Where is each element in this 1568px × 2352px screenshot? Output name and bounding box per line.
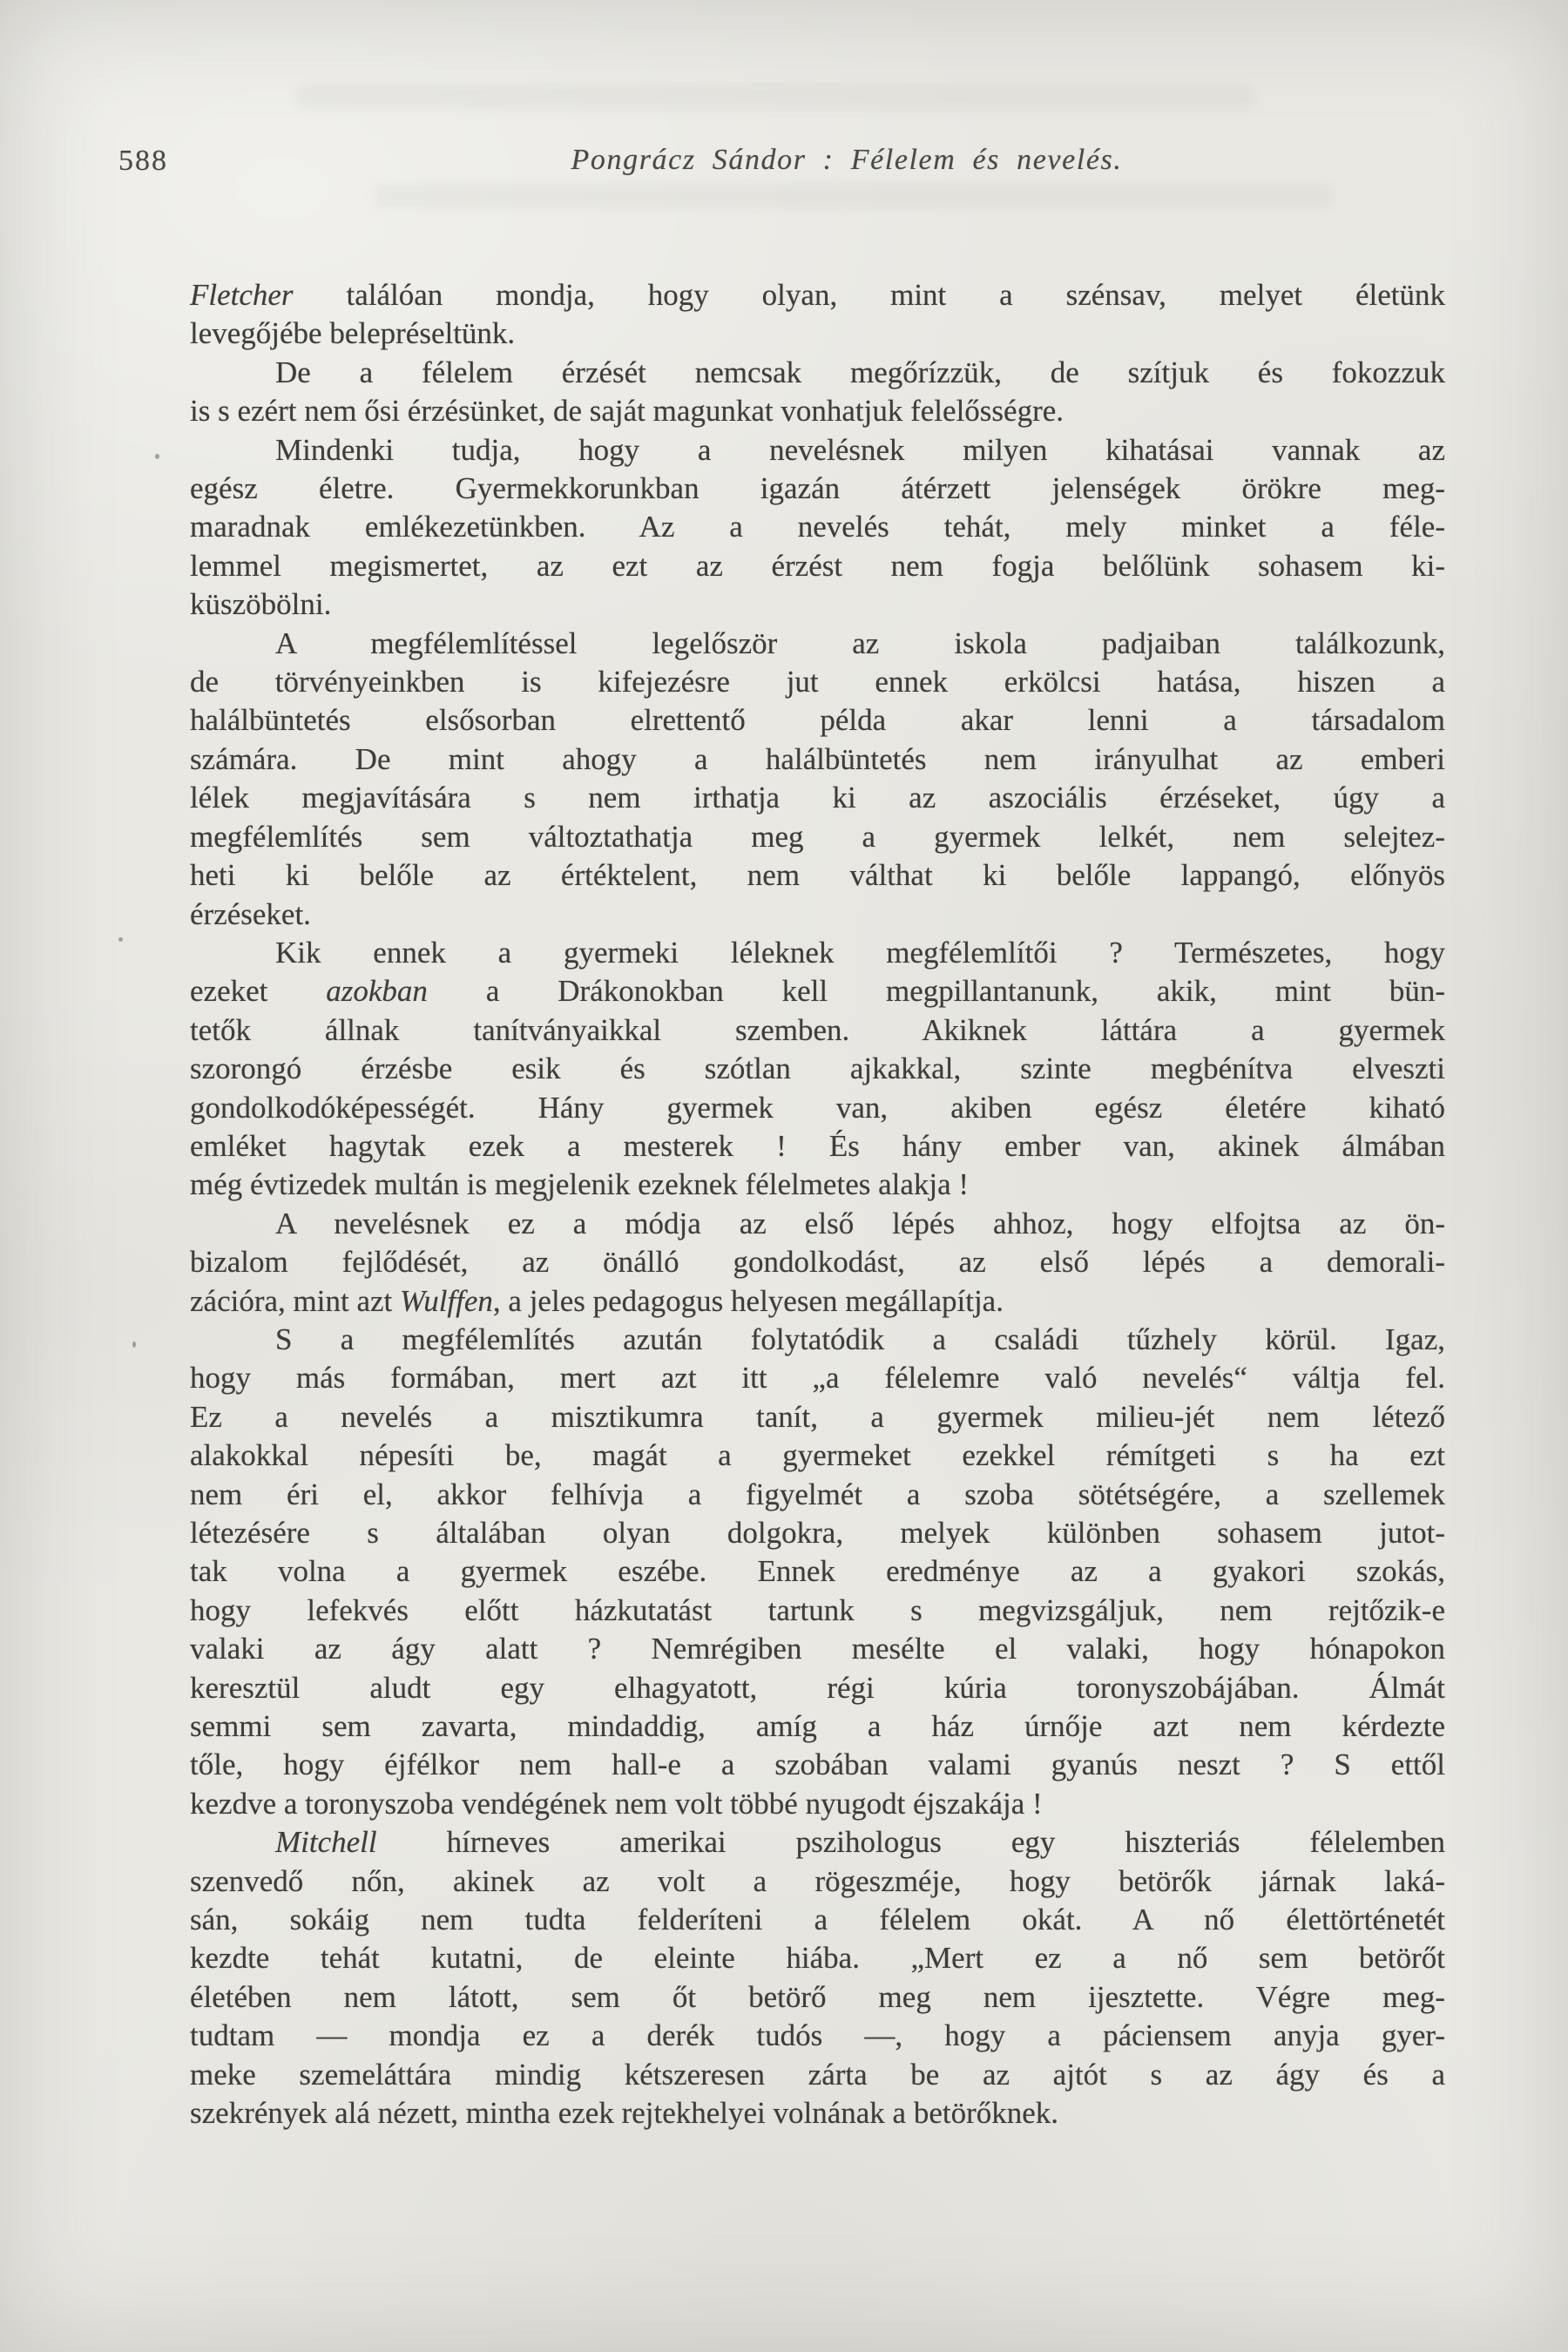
text-line bbox=[190, 1746, 1445, 1784]
text-line bbox=[190, 1823, 1445, 1862]
body-text: S a megfélemlítés azután folytatódik a családi tűzhely körül. Igaz, bbox=[275, 1321, 1445, 1356]
text-line bbox=[190, 1398, 1445, 1436]
body-text: heti ki belőle az értéktelent, nem válthat ki belőle lappangó, előnyös bbox=[190, 858, 1445, 893]
body-text: levegőjébe belepréseltünk. bbox=[190, 316, 516, 351]
scan-speck bbox=[132, 1342, 136, 1348]
text-line bbox=[190, 2017, 1445, 2055]
text-line bbox=[190, 354, 1445, 392]
body-text: lemmel megismertet, az ezt az érzést nem fogja belőlünk sohasem ki- bbox=[190, 548, 1445, 583]
text-line bbox=[190, 1862, 1445, 1901]
text-line bbox=[190, 1205, 1445, 1243]
body-text: De a félelem érzését nemcsak megőrízzük, de szítjuk és fokozzuk bbox=[275, 355, 1445, 389]
paragraph bbox=[190, 1205, 1445, 1321]
text-line bbox=[190, 701, 1445, 740]
body-text: megfélemlítés sem változtathatja meg a gyermek lelkét, nem selejtez- bbox=[190, 819, 1445, 854]
text-line bbox=[190, 392, 1445, 430]
text-line bbox=[190, 1514, 1445, 1552]
text-line bbox=[190, 1436, 1445, 1475]
running-title: Pongrácz Sándor : Félelem és nevelés. bbox=[571, 144, 1123, 176]
text-line bbox=[190, 1089, 1445, 1127]
body-text: ezeket bbox=[190, 974, 327, 1009]
text-line bbox=[190, 1476, 1445, 1514]
body-text: lélek megjavítására s nem irthatja ki az aszociális érzéseket, úgy a bbox=[190, 781, 1445, 815]
body-text: keresztül aludt egy elhagyatott, régi kúria toronyszobájában. Álmát bbox=[190, 1670, 1445, 1705]
text-line bbox=[190, 1592, 1445, 1630]
body-text: maradnak emlékezetünkben. Az a nevelés tehát, mely minket a féle- bbox=[190, 510, 1445, 544]
body-text: valaki az ágy alatt ? Nemrégiben mesélte el valaki, hogy hónapokon bbox=[190, 1632, 1445, 1666]
body-text: még évtizedek multán is megjelenik ezeknek félelmetes alakja ! bbox=[190, 1167, 970, 1202]
text-line bbox=[190, 1321, 1445, 1359]
text-line bbox=[190, 1127, 1445, 1166]
body-text: Ez a nevelés a misztikumra tanít, a gyermek milieu-jét nem létező bbox=[190, 1399, 1445, 1434]
paragraph bbox=[190, 625, 1445, 934]
text-line bbox=[190, 779, 1445, 817]
italic-text: Fletcher bbox=[190, 278, 294, 312]
page-header bbox=[0, 0, 1568, 209]
body-text: gondolkodóképességét. Hány gyermek van, akiben egész életére kiható bbox=[190, 1090, 1445, 1125]
body-text: küszöbölni. bbox=[190, 587, 332, 622]
paragraph bbox=[190, 1823, 1445, 2132]
body-text: emléket hagytak ezek a mesterek ! És hány ember van, akinek álmában bbox=[190, 1128, 1445, 1163]
body-text: életében nem látott, sem őt betörő meg nem ijesztette. Végre meg- bbox=[190, 1979, 1445, 2014]
text-line bbox=[190, 508, 1445, 546]
text-line bbox=[190, 1050, 1445, 1088]
text-line bbox=[190, 470, 1445, 508]
body-text: szenvedő nőn, akinek az volt a rögeszméje, hogy betörők járnak laká- bbox=[190, 1863, 1445, 1898]
body-text: érzéseket. bbox=[190, 896, 311, 931]
italic-text: azokban bbox=[326, 974, 428, 1009]
body-text: tak volna a gyermek eszébe. Ennek eredménye az a gyakori szokás, bbox=[190, 1554, 1445, 1589]
body-text: semmi sem zavarta, mindaddig, amíg a ház úrnője azt nem kérdezte bbox=[190, 1709, 1445, 1744]
body-text: tőle, hogy éjfélkor nem hall-e a szobában valami gyanús neszt ? S ettől bbox=[190, 1747, 1445, 1782]
body-text: tudtam — mondja ez a derék tudós —, hogy a páciensem anyja gyer- bbox=[190, 2018, 1445, 2053]
body-text: létezésére s általában olyan dolgokra, melyek különben sohasem jutot- bbox=[190, 1516, 1445, 1550]
body-text: nem éri el, akkor felhívja a figyelmét a szoba sötétségére, a szellemek bbox=[190, 1477, 1445, 1511]
text-line bbox=[190, 1243, 1445, 1281]
text-line bbox=[190, 431, 1445, 470]
body-text: zációra, mint azt bbox=[190, 1283, 400, 1318]
text-line bbox=[190, 1359, 1445, 1397]
scan-speck bbox=[155, 454, 159, 459]
text-line bbox=[190, 1707, 1445, 1746]
text-line bbox=[190, 1939, 1445, 1977]
text-line bbox=[190, 972, 1445, 1010]
text-line bbox=[190, 2056, 1445, 2094]
body-text: halálbüntetés elsősorban elrettentő példa akar lenni a társadalom bbox=[190, 703, 1445, 738]
text-line bbox=[190, 585, 1445, 624]
text-line bbox=[190, 818, 1445, 856]
page-number: 588 bbox=[118, 145, 168, 177]
text-line bbox=[190, 663, 1445, 701]
text-line bbox=[190, 1630, 1445, 1668]
body-text: találóan mondja, hogy olyan, mint a szénsav, melyet életünk bbox=[293, 278, 1445, 312]
text-block bbox=[190, 276, 1445, 2133]
text-line bbox=[190, 1978, 1445, 2017]
body-text: kezdve a toronyszoba vendégének nem volt többé nyugodt éjszakája ! bbox=[190, 1786, 1043, 1821]
text-line bbox=[190, 314, 1445, 353]
text-line bbox=[190, 1901, 1445, 1939]
body-text: hogy más formában, mert azt itt „a félelemre való nevelés“ váltja fel. bbox=[190, 1361, 1445, 1396]
body-text: is s ezért nem ősi érzésünket, de saját magunkat vonhatjuk felelősségre. bbox=[190, 394, 1064, 429]
italic-text: Mitchell bbox=[275, 1825, 377, 1860]
body-text: Kik ennek a gyermeki léleknek megfélemlítői ? Természetes, hogy bbox=[275, 935, 1445, 970]
body-text: A nevelésnek ez a módja az első lépés ahhoz, hogy elfojtsa az ön- bbox=[275, 1206, 1445, 1240]
text-line bbox=[190, 896, 1445, 934]
body-text: szorongó érzésbe esik és szótlan ajkakkal, szinte megbénítva elveszti bbox=[190, 1051, 1445, 1086]
body-text: számára. De mint ahogy a halálbüntetés nem irányulhat az emberi bbox=[190, 741, 1445, 776]
body-text: de törvényeinkben is kifejezésre jut ennek erkölcsi hatása, hiszen a bbox=[190, 665, 1445, 700]
body-text: hírneves amerikai pszihologus egy hiszteriás félelemben bbox=[376, 1825, 1445, 1860]
paragraph bbox=[190, 934, 1445, 1205]
body-text: meke szemeláttára mindig kétszeresen zárta be az ajtót s az ágy és a bbox=[190, 2057, 1445, 2092]
body-text: kezdte tehát kutatni, de eleinte hiába. „Mert ez a nő sem betörőt bbox=[190, 1941, 1445, 1976]
text-line bbox=[190, 1785, 1445, 1823]
paragraph bbox=[190, 354, 1445, 431]
text-line bbox=[190, 625, 1445, 663]
body-text: bizalom fejlődését, az önálló gondolkodást, az első lépés a demorali- bbox=[190, 1245, 1445, 1280]
italic-text: Wulffen bbox=[399, 1283, 493, 1318]
text-line bbox=[190, 276, 1445, 314]
body-text: , a jeles pedagogus helyesen megállapítja. bbox=[492, 1283, 1004, 1318]
paragraph bbox=[190, 276, 1445, 354]
text-line bbox=[190, 1552, 1445, 1591]
body-text: tetők állnak tanítványaikkal szemben. Akiknek láttára a gyermek bbox=[190, 1012, 1445, 1047]
text-line bbox=[190, 1166, 1445, 1204]
body-text: Mindenki tudja, hogy a nevelésnek milyen kihatásai vannak az bbox=[275, 432, 1445, 467]
body-text: a Drákonokban kell megpillantanunk, akik, mint bün- bbox=[427, 974, 1445, 1009]
text-line bbox=[190, 740, 1445, 779]
scan-speck bbox=[118, 937, 123, 942]
body-text: hogy lefekvés előtt házkutatást tartunk s megvizsgáljuk, nem rejtőzik-e bbox=[190, 1592, 1445, 1627]
body-text: egész életre. Gyermekkorunkban igazán átérzett jelenségek örökre meg- bbox=[190, 471, 1445, 506]
body-text: A megfélemlítéssel legelőször az iskola padjaiban találkozunk, bbox=[275, 625, 1445, 660]
paragraph bbox=[190, 431, 1445, 625]
text-line bbox=[190, 547, 1445, 585]
text-line bbox=[190, 2094, 1445, 2132]
text-line bbox=[190, 1282, 1445, 1321]
paragraph bbox=[190, 1321, 1445, 1823]
body-text: sán, sokáig nem tudta felderíteni a félelem okát. A nő élettörténetét bbox=[190, 1903, 1445, 1937]
text-line bbox=[190, 934, 1445, 972]
text-line bbox=[190, 856, 1445, 895]
text-line bbox=[190, 1669, 1445, 1707]
body-text: alakokkal népesíti be, magát a gyermeket ezekkel rémítgeti s ha ezt bbox=[190, 1438, 1445, 1473]
text-line bbox=[190, 1011, 1445, 1050]
body-text: szekrények alá nézett, mintha ezek rejtekhelyei volnának a betörőknek. bbox=[190, 2096, 1059, 2131]
